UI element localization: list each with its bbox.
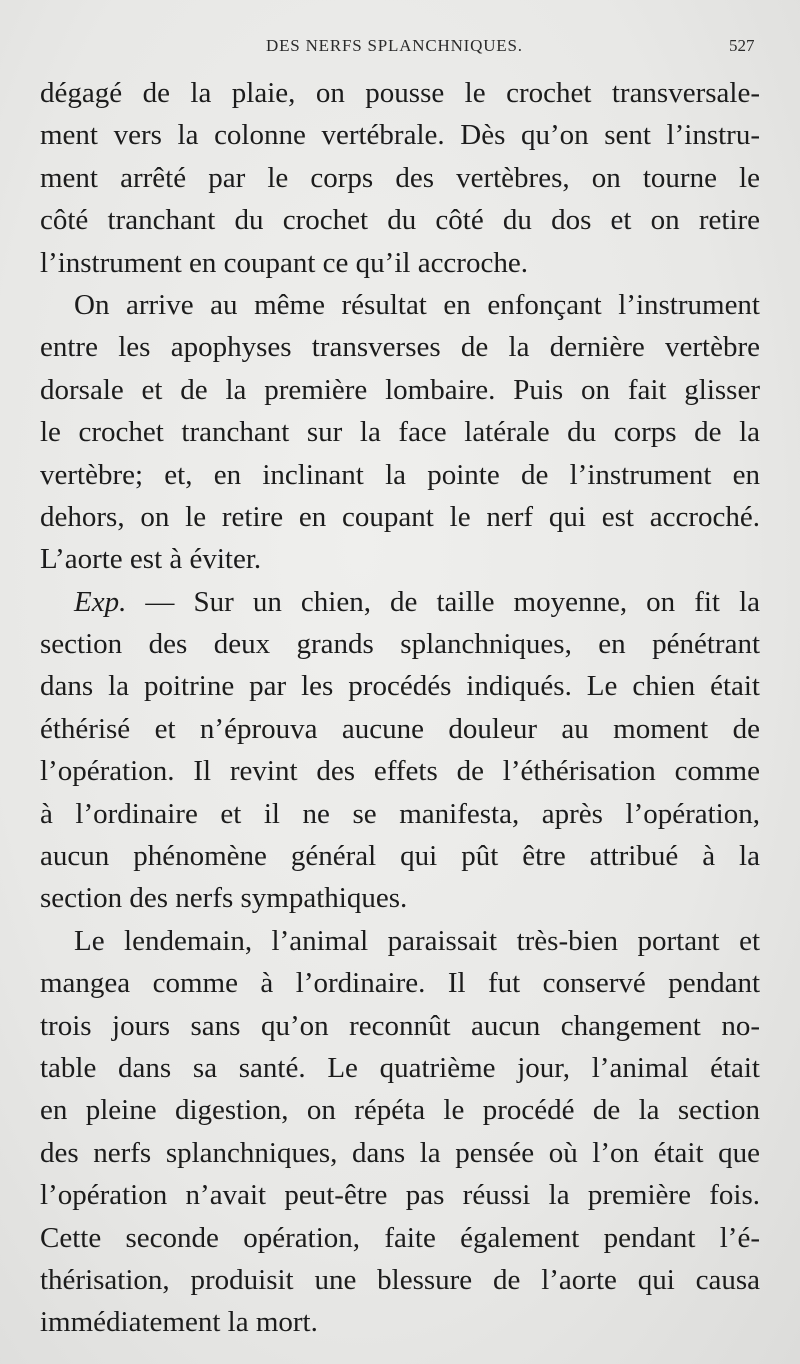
text-line: ment vers la colonne vertébrale. Dès qu’on sent l’instru- xyxy=(40,119,760,152)
page-number: 527 xyxy=(729,36,755,55)
text-line: On arrive au même résultat en enfonçant l’instrument xyxy=(74,288,760,321)
text-line: dans la poitrine par les procédés indiqués. Le chien était xyxy=(40,670,760,703)
running-head xyxy=(0,36,800,60)
text-line: Cette seconde opération, faite également pendant l’é- xyxy=(40,1221,760,1254)
paragraph xyxy=(40,581,760,920)
text-line: côté tranchant du crochet du côté du dos et on retire xyxy=(40,204,760,237)
paragraph xyxy=(40,284,760,581)
text-line: L’aorte est à éviter. xyxy=(40,543,262,576)
text-line: dégagé de la plaie, on pousse le crochet transversale- xyxy=(40,77,760,109)
text-line: à l’ordinaire et il ne se manifesta, après l’opération, xyxy=(40,797,760,830)
text-line: thérisation, produisit une blessure de l’aorte qui causa xyxy=(40,1263,760,1296)
text-line: section des deux grands splanchniques, en pénétrant xyxy=(40,628,760,661)
text-line: dorsale et de la première lombaire. Puis on fait glisser xyxy=(40,373,760,406)
text-line: entre les apophyses transverses de la dernière vertèbre xyxy=(40,331,760,364)
text-line: en pleine digestion, on répéta le procédé de la section xyxy=(40,1094,760,1127)
text-line: Le lendemain, l’animal paraissait très-bien portant et xyxy=(74,924,760,957)
text-line: trois jours sans qu’on reconnût aucun changement no- xyxy=(40,1009,760,1042)
text-line: l’instrument en coupant ce qu’il accroche. xyxy=(40,246,528,279)
running-title: DES NERFS SPLANCHNIQUES. xyxy=(266,36,523,55)
text-line: section des nerfs sympathiques. xyxy=(40,882,408,915)
text-line: des nerfs splanchniques, dans la pensée où l’on était que xyxy=(40,1136,760,1169)
text-line xyxy=(40,581,760,623)
text-line: l’opération n’avait peut-être pas réussi la première fois. xyxy=(40,1179,760,1212)
experiment-lead: Exp. xyxy=(74,585,127,618)
text-line: mangea comme à l’ordinaire. Il fut conservé pendant xyxy=(40,967,760,1000)
text-line: ment arrêté par le corps des vertèbres, on tourne le xyxy=(40,161,760,194)
text-line: l’opération. Il revint des effets de l’éthérisation comme xyxy=(40,755,760,788)
text-line: immédiatement la mort. xyxy=(40,1306,318,1339)
text-line: aucun phénomène général qui pût être attribué à la xyxy=(40,840,760,873)
paragraph xyxy=(40,920,760,1344)
text-line: dehors, on le retire en coupant le nerf qui est accroché. xyxy=(40,500,760,533)
body-text xyxy=(40,72,760,1344)
text-fragment: — Sur un chien, de taille moyenne, on fit la xyxy=(126,585,760,618)
text-line: le crochet tranchant sur la face latérale du corps de la xyxy=(40,416,760,449)
text-line: vertèbre; et, en inclinant la pointe de l’instrument en xyxy=(40,458,760,491)
text-line: table dans sa santé. Le quatrième jour, l’animal était xyxy=(40,1051,760,1084)
paragraph xyxy=(40,72,760,284)
text-line: éthérisé et n’éprouva aucune douleur au moment de xyxy=(40,712,760,745)
